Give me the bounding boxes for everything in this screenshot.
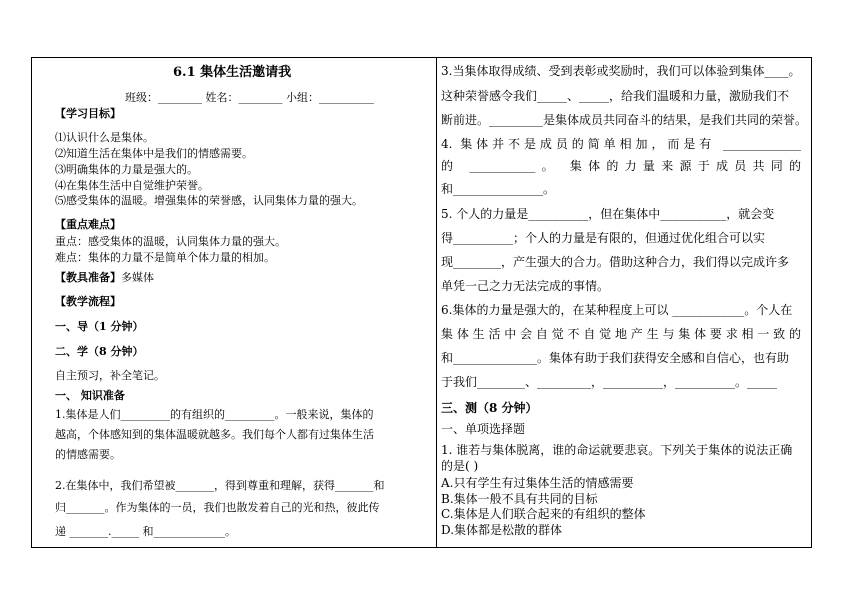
lesson-title: 6.1 集体生活邀请我 xyxy=(173,65,292,80)
question-6-line: 于我们________、_________，__________，__________。_____ xyxy=(441,375,778,389)
goal-item: ⑷在集体生活中自觉维护荣誉。 xyxy=(55,179,209,192)
section-guide: 一、导（1 分钟） xyxy=(55,320,144,333)
question-1-line: 越高，个体感知到的集体温暖就越多。我们每个人都有过集体生活 xyxy=(55,428,374,441)
section-test: 三、测（8 分钟） xyxy=(441,401,538,415)
question-5-line: 单凭一己之力无法完成的事情。 xyxy=(441,279,610,293)
flow-heading: 【教学流程】 xyxy=(55,295,121,308)
question-1-line: 1.集体是人们_________的有组织的_________。一般来说，集体的 xyxy=(55,408,374,421)
question-4-line: 4. 集体并不是成员的简单相加，而是有 _____________ xyxy=(441,137,801,151)
tools-heading: 【教具准备】 xyxy=(55,271,121,284)
question-2-line: 2.在集体中，我们希望被_______，得到尊重和理解，获得_______和 xyxy=(55,479,385,492)
mc-option-b: B.集体一般不具有共同的目标 xyxy=(441,492,598,506)
question-6-line: 和______________。集体有助于我们获得安全感和自信心，也有助 xyxy=(441,351,790,365)
question-5-line: 5. 个人的力量是__________，但在集体中___________，就会变 xyxy=(441,207,775,221)
question-1-line: 的情感需要。 xyxy=(55,448,121,461)
column-divider xyxy=(436,57,437,548)
goal-item: ⑸感受集体的温暖。增强集体的荣誉感，认同集体力量的强大。 xyxy=(55,194,363,207)
self-study-text: 自主预习，补全笔记。 xyxy=(55,369,165,382)
tools-value: 多媒体 xyxy=(121,271,154,284)
question-2-line: 递 _______._____ 和_____________。 xyxy=(55,525,236,538)
key-points-heading: 【重点难点】 xyxy=(55,218,121,231)
question-3-line: 断前进。_________是集体成员共同奋斗的结果，是我们共同的荣誉。 xyxy=(441,113,808,127)
single-choice-heading: 一、单项选择题 xyxy=(441,422,526,436)
mc-option-d: D.集体都是松散的群体 xyxy=(441,523,563,537)
question-3-line: 这种荣誉感令我们_____、_____，给我们温暖和力量，激励我们不 xyxy=(441,89,790,103)
mc-question-line: 的是( ) xyxy=(441,459,479,473)
question-4-line: 的 ___________。 集体的力量来源于成员共同的 xyxy=(441,159,801,173)
goal-item: ⑶明确集体的力量是强大的。 xyxy=(55,163,198,176)
student-info-line: 班级：________ 姓名：________ 小组：__________ xyxy=(125,91,374,104)
question-3-line: 3.当集体取得成绩、受到表彰或奖励时，我们可以体验到集体____。 xyxy=(441,64,801,78)
mc-option-a: A.只有学生有过集体生活的情感需要 xyxy=(441,476,634,490)
mc-question-line: 1. 谁若与集体脱离，谁的命运就要悲哀。下列关于集体的说法正确 xyxy=(441,443,793,457)
goal-item: ⑵知道生活在集体中是我们的情感需要。 xyxy=(55,147,253,160)
section-learn: 二、学（8 分钟） xyxy=(55,345,144,358)
question-5-line: 得__________；个人的力量是有限的，但通过优化组合可以实 xyxy=(441,231,766,245)
question-6-line: 集体生活中会自觉不自觉地产生与集体要求相一致的 xyxy=(441,327,801,341)
key-point: 重点：感受集体的温暖，认同集体力量的强大。 xyxy=(55,235,286,248)
goals-heading: 【学习目标】 xyxy=(55,107,121,120)
question-5-line: 现________，产生强大的合力。借助这种合力，我们得以完成许多 xyxy=(441,255,790,269)
question-6-line: 6.集体的力量是强大的，在某种程度上可以 ____________。个人在 xyxy=(441,303,793,317)
knowledge-heading: 一、 知识准备 xyxy=(55,389,125,402)
question-4-line: 和_______________。 xyxy=(441,182,556,196)
tools-line xyxy=(55,271,154,285)
goal-item: ⑴认识什么是集体。 xyxy=(55,131,154,144)
mc-option-c: C.集体是人们联合起来的有组织的整体 xyxy=(441,507,646,521)
question-2-line: 归_______。作为集体的一员，我们也散发着自己的光和热，彼此传 xyxy=(55,501,380,514)
difficult-point: 难点：集体的力量不是简单个体力量的相加。 xyxy=(55,251,275,264)
